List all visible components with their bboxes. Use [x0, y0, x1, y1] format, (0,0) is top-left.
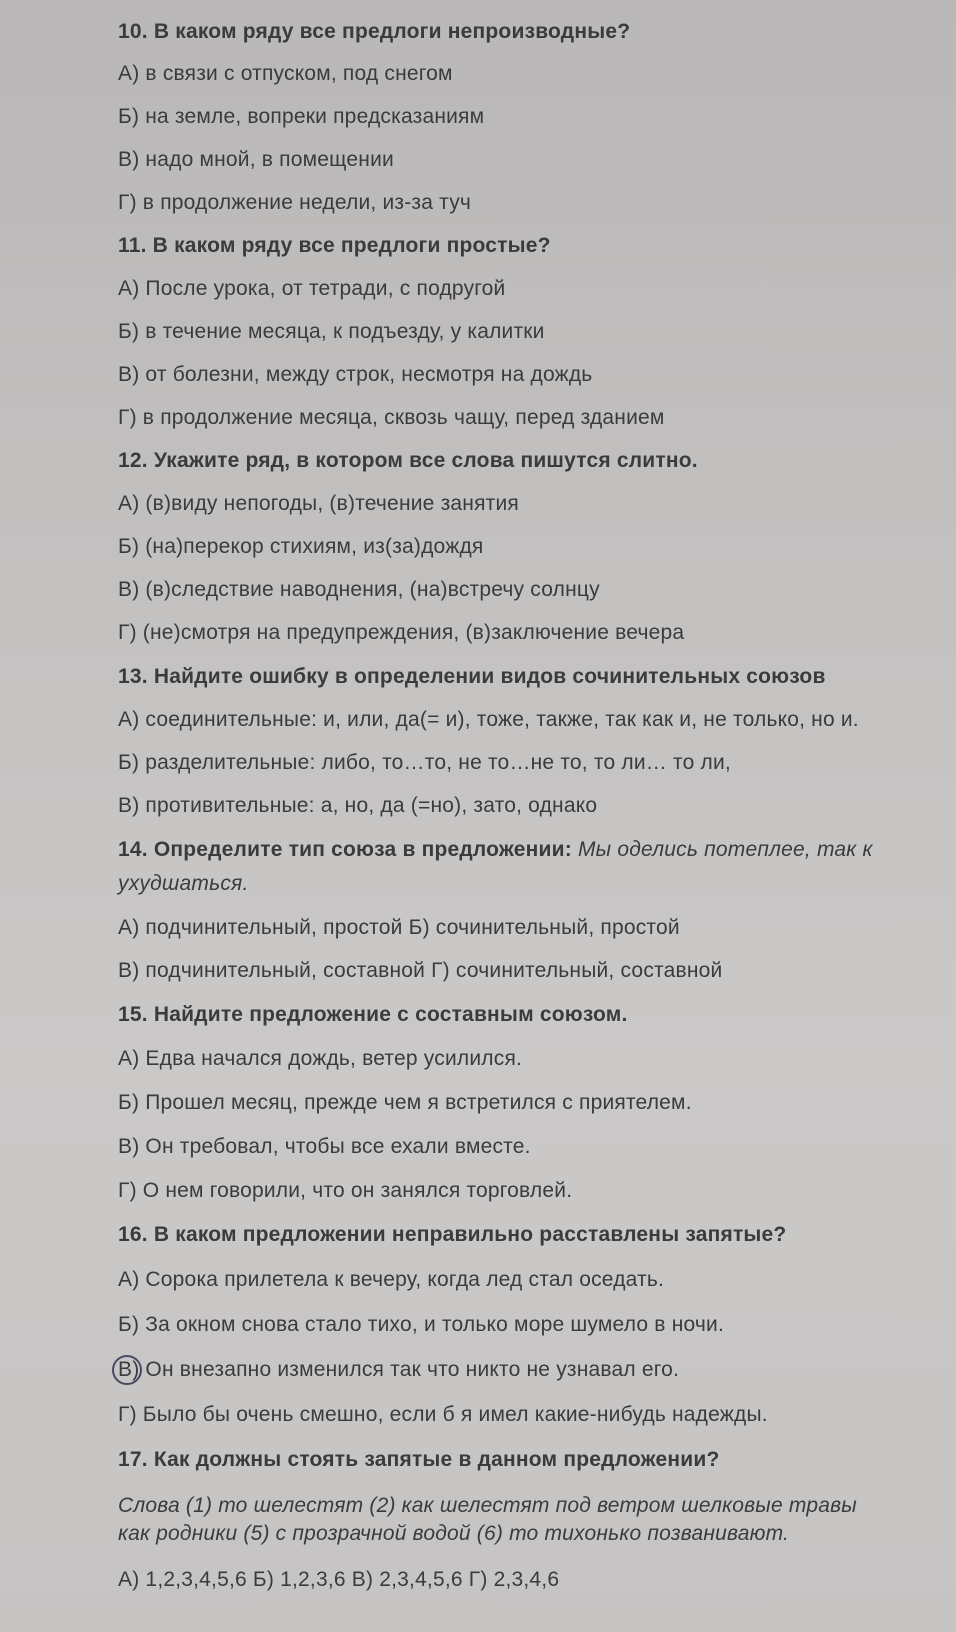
- question-11-title: 11. В каком ряду все предлоги простые?: [118, 234, 551, 257]
- question-17-sentence-line-2: как родники (5) с прозрачной водой (6) то тихонько позванивают.: [118, 1522, 790, 1545]
- question-12-option-c: В) (в)следствие наводнения, (на)встречу солнцу: [118, 578, 600, 601]
- question-10-option-d: Г) в продолжение недели, из-за туч: [118, 191, 472, 214]
- question-17-answers: А) 1,2,3,4,5,6 Б) 1,2,3,6 В) 2,3,4,5,6 Г) 2,3,4,6: [118, 1568, 560, 1591]
- question-12-option-b: Б) (на)перекор стихиям, из(за)дождя: [118, 535, 484, 558]
- question-17-title: 17. Как должны стоять запятые в данном предложении?: [118, 1448, 720, 1471]
- question-10-title: 10. В каком ряду все предлоги непроизводные?: [118, 20, 631, 43]
- question-10-option-b: Б) на земле, вопреки предсказаниям: [118, 105, 485, 128]
- question-16-option-d: Г) Было бы очень смешно, если б я имел какие-нибудь надежды.: [118, 1403, 768, 1426]
- question-16-option-a: А) Сорока прилетела к вечеру, когда лед стал оседать.: [118, 1268, 665, 1291]
- question-16-option-c-text: В) Он внезапно изменился так что никто не узнавал его.: [118, 1358, 680, 1381]
- question-13-option-a: А) соединительные: и, или, да(= и), тоже, также, так как и, не только, но и.: [118, 708, 859, 731]
- question-11-option-c: В) от болезни, между строк, несмотря на дождь: [118, 363, 593, 386]
- question-12-title: 12. Укажите ряд, в котором все слова пишутся слитно.: [118, 449, 698, 472]
- question-12-option-d: Г) (не)смотря на предупреждения, (в)заключение вечера: [118, 621, 685, 644]
- question-11-option-a: А) После урока, от тетради, с подругой: [118, 277, 506, 300]
- question-15-option-d: Г) О нем говорили, что он занялся торговлей.: [118, 1179, 573, 1202]
- question-13-option-c: В) противительные: а, но, да (=но), зато, однако: [118, 794, 598, 817]
- question-14-title: [118, 838, 873, 862]
- question-10-option-a: А) в связи с отпуском, под снегом: [118, 62, 453, 85]
- question-14-title-bold: 14. Определите тип союза в предложении:: [118, 838, 572, 861]
- handwritten-answer-circle: [112, 1355, 142, 1385]
- question-12-option-a: А) (в)виду непогоды, (в)течение занятия: [118, 492, 519, 515]
- question-15-title: 15. Найдите предложение с составным союзом.: [118, 1003, 628, 1026]
- question-15-option-c: В) Он требовал, чтобы все ехали вместе.: [118, 1135, 531, 1158]
- question-17-sentence-line-1: Слова (1) то шелестят (2) как шелестят под ветром шелковые травы: [118, 1494, 857, 1517]
- question-13-title: 13. Найдите ошибку в определении видов сочинительных союзов: [118, 665, 826, 688]
- question-11-option-d: Г) в продолжение месяца, сквозь чащу, перед зданием: [118, 406, 665, 429]
- question-15-option-a: А) Едва начался дождь, ветер усилился.: [118, 1047, 523, 1070]
- question-16-option-c: [118, 1358, 679, 1382]
- question-14-option-cd: В) подчинительный, составной Г) сочинительный, составной: [118, 959, 723, 982]
- question-14-option-ab: А) подчинительный, простой Б) сочинительный, простой: [118, 916, 680, 939]
- question-14-title-continuation: ухудшаться.: [118, 872, 249, 895]
- question-13-option-b: Б) разделительные: либо, то…то, не то…не то, то ли… то ли,: [118, 751, 731, 774]
- question-11-option-b: Б) в течение месяца, к подъезду, у калитки: [118, 320, 545, 343]
- question-10-option-c: В) надо мной, в помещении: [118, 148, 394, 171]
- question-14-title-italic: Мы оделись потеплее, так к: [577, 838, 873, 861]
- question-16-option-b: Б) За окном снова стало тихо, и только море шумело в ночи.: [118, 1313, 725, 1336]
- question-15-option-b: Б) Прошел месяц, прежде чем я встретился с приятелем.: [118, 1091, 692, 1114]
- question-16-title: 16. В каком предложении неправильно расставлены запятые?: [118, 1223, 787, 1246]
